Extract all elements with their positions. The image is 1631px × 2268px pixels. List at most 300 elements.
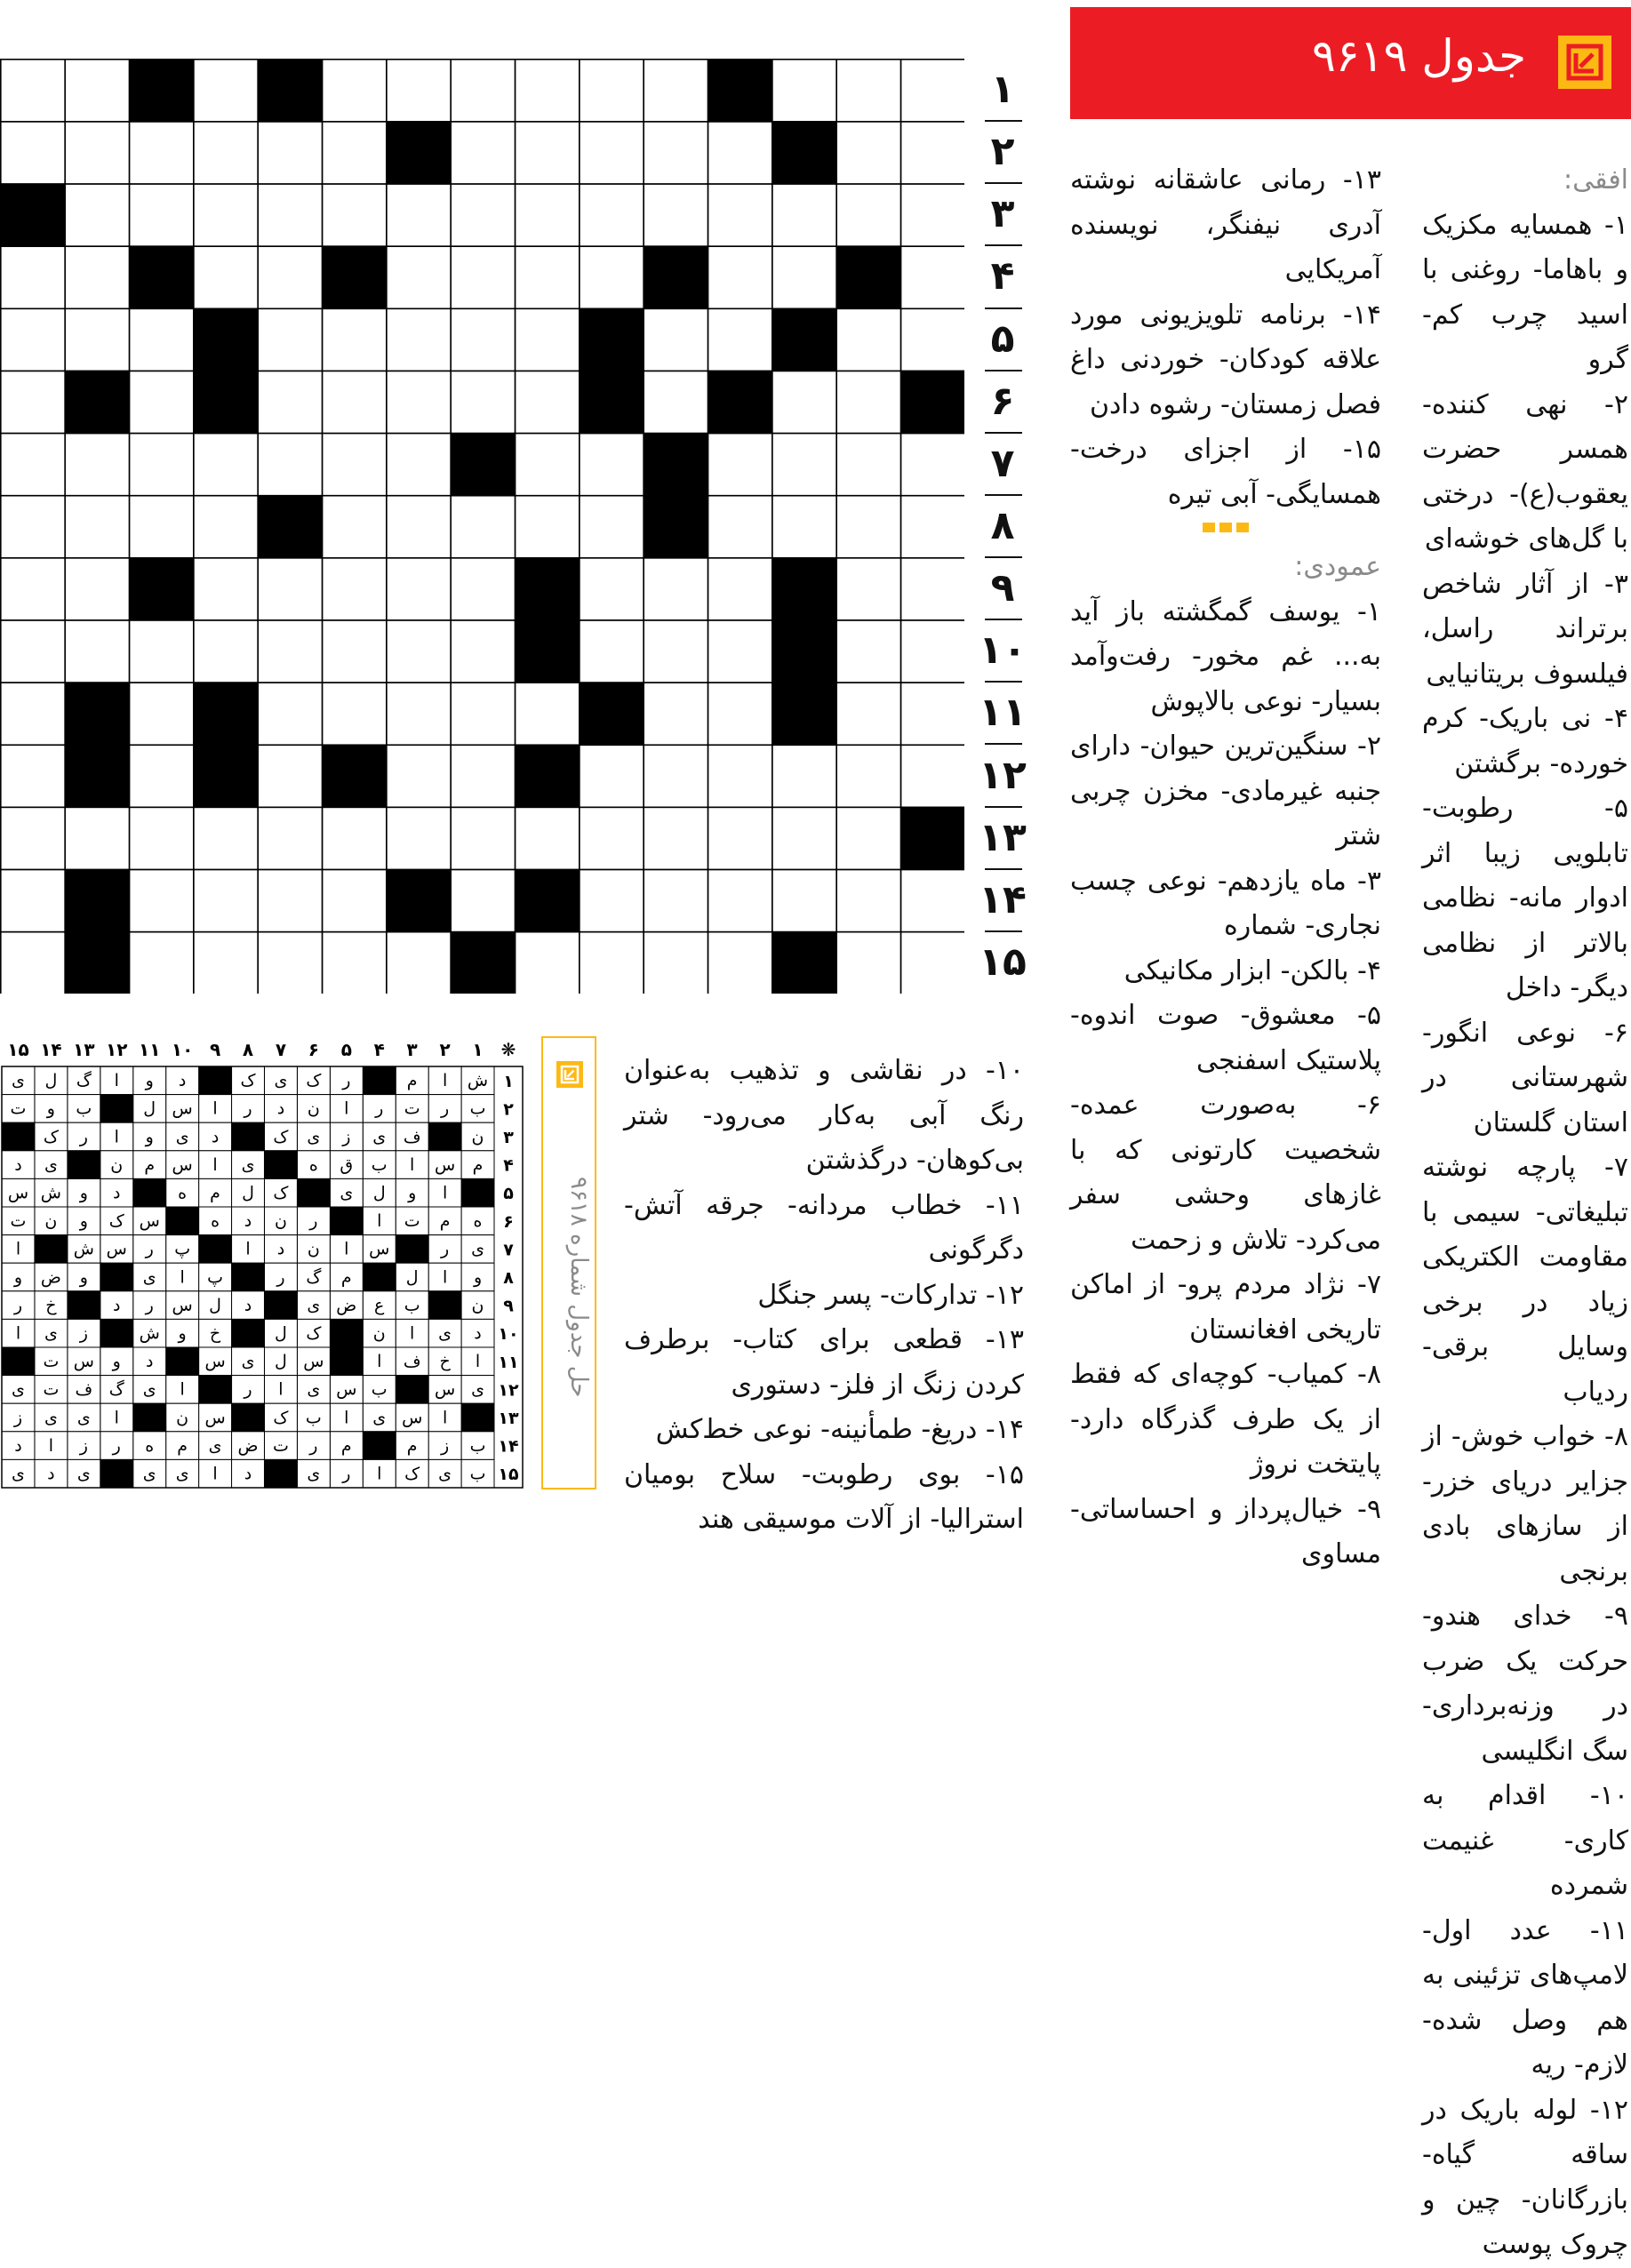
solution-cell-blocked — [2, 1347, 35, 1376]
grid-cell[interactable] — [836, 683, 900, 745]
grid-cell[interactable] — [1, 745, 65, 807]
grid-cell[interactable] — [451, 496, 515, 558]
grid-cell[interactable] — [900, 870, 964, 932]
solution-grid — [0, 1031, 524, 1489]
grid-cell[interactable] — [1, 683, 65, 745]
solution-letter: ن — [471, 1295, 484, 1315]
solution-letter: ا — [475, 1352, 481, 1372]
row-number: ۴ — [990, 253, 1015, 299]
grid-cell[interactable] — [1, 308, 65, 371]
across-clue: ۴- نی باریک- کرم خورده- برگشتن — [1422, 703, 1628, 779]
grid-cell[interactable] — [772, 496, 836, 558]
grid-cell-blocked — [900, 807, 964, 869]
grid-cell[interactable] — [322, 434, 386, 496]
grid-cell[interactable] — [772, 434, 836, 496]
grid-cell[interactable] — [451, 60, 515, 122]
grid-cell[interactable] — [836, 434, 900, 496]
grid-cell[interactable] — [258, 184, 322, 246]
solution-letter: س — [369, 1239, 390, 1259]
solution-letter: ه — [145, 1435, 155, 1456]
grid-cell[interactable] — [580, 496, 644, 558]
grid-cell[interactable] — [900, 558, 964, 620]
solution-letter: د — [47, 1464, 55, 1484]
grid-cell[interactable] — [900, 932, 964, 994]
solution-letter: د — [178, 1071, 187, 1091]
solution-cell-blocked — [428, 1291, 461, 1320]
solution-letter: ی — [307, 1295, 321, 1315]
solution-letter: ا — [245, 1239, 251, 1259]
solution-letter: و — [79, 1267, 88, 1288]
grid-cell-blocked — [451, 434, 515, 496]
solution-letter: ت — [43, 1352, 60, 1372]
grid-cell[interactable] — [1, 620, 65, 683]
grid-cell-blocked — [194, 371, 258, 433]
grid-cell[interactable] — [258, 932, 322, 994]
grid-cell[interactable] — [1, 496, 65, 558]
grid-cell[interactable] — [708, 745, 772, 807]
grid-cell[interactable] — [258, 122, 322, 184]
grid-cell-blocked — [322, 246, 386, 308]
grid-cell[interactable] — [644, 60, 708, 122]
grid-cell[interactable] — [580, 184, 644, 246]
grid-cell[interactable] — [258, 246, 322, 308]
solution-cell-blocked — [363, 1432, 396, 1460]
grid-cell[interactable] — [772, 184, 836, 246]
grid-cell-blocked — [515, 870, 579, 932]
grid-cell[interactable] — [194, 870, 258, 932]
solution-cell-blocked — [232, 1319, 265, 1347]
across-clue: ۱۱- عدد اول- لامپ‌های تزئینی به هم وصل شده- لازم- ریه — [1422, 1914, 1628, 2080]
grid-cell[interactable] — [387, 558, 451, 620]
grid-cell[interactable] — [322, 932, 386, 994]
grid-cell[interactable] — [258, 308, 322, 371]
solution-letter: پ — [207, 1267, 224, 1288]
grid-cell-blocked — [65, 745, 129, 807]
grid-cell[interactable] — [708, 434, 772, 496]
grid-cell[interactable] — [258, 371, 322, 433]
grid-cell[interactable] — [1, 246, 65, 308]
grid-cell[interactable] — [708, 184, 772, 246]
crossword-grid[interactable] — [0, 59, 964, 994]
solution-letter: ر — [309, 1435, 318, 1456]
grid-cell[interactable] — [451, 807, 515, 869]
solution-col-number: ۱۵ — [7, 1039, 29, 1060]
grid-cell[interactable] — [900, 308, 964, 371]
grid-cell[interactable] — [580, 807, 644, 869]
grid-cell[interactable] — [387, 308, 451, 371]
grid-cell[interactable] — [900, 683, 964, 745]
grid-cell[interactable] — [644, 371, 708, 433]
solution-letter: و — [473, 1267, 483, 1288]
grid-cell[interactable] — [129, 308, 193, 371]
solution-letter: س — [204, 1352, 226, 1372]
grid-cell[interactable] — [129, 371, 193, 433]
grid-cell-blocked — [322, 745, 386, 807]
grid-cell[interactable] — [644, 184, 708, 246]
row-divider — [985, 120, 1022, 122]
grid-cell[interactable] — [451, 122, 515, 184]
grid-cell[interactable] — [322, 683, 386, 745]
grid-cell[interactable] — [836, 620, 900, 683]
solution-col-number: ۸ — [242, 1039, 254, 1060]
solution-letter: ا — [278, 1379, 284, 1400]
grid-cell[interactable] — [1, 558, 65, 620]
grid-cell[interactable] — [322, 122, 386, 184]
grid-cell[interactable] — [644, 745, 708, 807]
grid-cell[interactable] — [258, 683, 322, 745]
solution-letter: ی — [44, 1408, 58, 1428]
solution-letter: ن — [274, 1211, 287, 1232]
grid-cell[interactable] — [129, 434, 193, 496]
solution-cell-blocked — [68, 1291, 100, 1320]
grid-cell[interactable] — [580, 60, 644, 122]
grid-cell[interactable] — [387, 932, 451, 994]
grid-cell[interactable] — [708, 932, 772, 994]
solution-letter: ب — [469, 1098, 486, 1119]
grid-cell[interactable] — [194, 807, 258, 869]
solution-row-number: ۹ — [503, 1296, 514, 1316]
grid-cell-blocked — [772, 558, 836, 620]
grid-cell[interactable] — [1, 371, 65, 433]
grid-cell[interactable] — [772, 807, 836, 869]
solution-row-number: ۱۲ — [498, 1380, 519, 1401]
grid-cell[interactable] — [900, 745, 964, 807]
grid-cell[interactable] — [194, 60, 258, 122]
grid-cell[interactable] — [65, 308, 129, 371]
grid-cell[interactable] — [194, 246, 258, 308]
grid-cell-blocked — [1, 184, 65, 246]
grid-cell[interactable] — [129, 870, 193, 932]
grid-cell[interactable] — [322, 184, 386, 246]
grid-cell[interactable] — [129, 122, 193, 184]
grid-cell[interactable] — [708, 870, 772, 932]
solution-letter: س — [336, 1379, 357, 1400]
solution-letter: ب — [469, 1464, 486, 1484]
grid-cell[interactable] — [194, 184, 258, 246]
solution-letter: ت — [10, 1211, 27, 1232]
grid-cell[interactable] — [387, 184, 451, 246]
grid-cell[interactable] — [451, 870, 515, 932]
grid-cell[interactable] — [451, 558, 515, 620]
grid-cell[interactable] — [836, 122, 900, 184]
grid-cell[interactable] — [322, 308, 386, 371]
grid-cell[interactable] — [258, 434, 322, 496]
solution-col-number: ۶ — [308, 1039, 319, 1060]
solution-banner — [541, 1036, 596, 1489]
grid-cell[interactable] — [65, 620, 129, 683]
grid-cell[interactable] — [772, 745, 836, 807]
grid-cell[interactable] — [1, 122, 65, 184]
solution-cell-blocked — [396, 1376, 428, 1404]
grid-cell[interactable] — [836, 308, 900, 371]
solution-letter: ا — [410, 1154, 415, 1175]
grid-cell[interactable] — [515, 371, 579, 433]
grid-cell[interactable] — [387, 371, 451, 433]
solution-row-number: ۱۴ — [498, 1436, 519, 1457]
solution-col-number: ۱۲ — [106, 1039, 128, 1060]
solution-row-number: ۱۵ — [498, 1465, 519, 1485]
solution-letter: م — [144, 1154, 156, 1175]
grid-cell[interactable] — [451, 683, 515, 745]
grid-cell[interactable] — [836, 807, 900, 869]
grid-cell[interactable] — [129, 807, 193, 869]
grid-cell[interactable] — [387, 807, 451, 869]
grid-cell[interactable] — [451, 246, 515, 308]
grid-cell[interactable] — [451, 308, 515, 371]
grid-cell[interactable] — [322, 558, 386, 620]
solution-col-number: ۱۰ — [171, 1039, 194, 1060]
solution-letter: ب — [371, 1154, 388, 1175]
grid-cell[interactable] — [836, 496, 900, 558]
grid-cell[interactable] — [900, 246, 964, 308]
grid-cell[interactable] — [644, 620, 708, 683]
grid-cell[interactable] — [322, 870, 386, 932]
grid-cell[interactable] — [580, 434, 644, 496]
grid-cell[interactable] — [65, 60, 129, 122]
solution-cell-blocked — [264, 1291, 297, 1320]
grid-cell[interactable] — [194, 558, 258, 620]
solution-letter: ی — [76, 1408, 91, 1428]
grid-cell[interactable] — [387, 60, 451, 122]
grid-cell[interactable] — [772, 870, 836, 932]
grid-cell[interactable] — [194, 932, 258, 994]
grid-cell-blocked — [708, 60, 772, 122]
grid-cell[interactable] — [580, 122, 644, 184]
grid-cell[interactable] — [129, 745, 193, 807]
grid-cell[interactable] — [515, 434, 579, 496]
grid-cell[interactable] — [194, 620, 258, 683]
grid-cell[interactable] — [129, 184, 193, 246]
across-clue: ۵- رطوبت- تابلویی زیبا اثر ادوار مانه- نظامی بالاتر از نظامی دیگر- داخل — [1422, 793, 1628, 1003]
grid-cell-blocked — [65, 870, 129, 932]
grid-cell[interactable] — [322, 371, 386, 433]
grid-cell[interactable] — [644, 683, 708, 745]
grid-cell[interactable] — [836, 371, 900, 433]
solution-letter: و — [13, 1267, 23, 1288]
grid-cell[interactable] — [644, 807, 708, 869]
grid-cell[interactable] — [644, 558, 708, 620]
grid-cell[interactable] — [451, 620, 515, 683]
grid-cell[interactable] — [644, 308, 708, 371]
down-clue: ۲- سنگین‌ترین حیوان- دارای جنبه غیرمادی- مخزن چربی شتر — [1070, 731, 1381, 851]
grid-cell[interactable] — [258, 807, 322, 869]
grid-cell[interactable] — [322, 807, 386, 869]
row-number: ۳ — [990, 191, 1015, 237]
solution-letter: س — [73, 1352, 94, 1372]
solution-col-number: ۹ — [209, 1039, 221, 1060]
grid-cell[interactable] — [129, 496, 193, 558]
row-number: ۱ — [990, 67, 1015, 113]
down-clue: ۳- ماه یازدهم- نوعی چسب نجاری- شماره — [1070, 865, 1381, 941]
grid-cell[interactable] — [580, 870, 644, 932]
grid-cell[interactable] — [580, 745, 644, 807]
grid-cell[interactable] — [580, 246, 644, 308]
grid-cell[interactable] — [65, 246, 129, 308]
grid-cell[interactable] — [708, 620, 772, 683]
grid-cell[interactable] — [65, 496, 129, 558]
across-clue: ۸- خواب خوش- از جزایر دریای خزر- از سازهای بادی برنجی — [1422, 1421, 1628, 1587]
grid-cell[interactable] — [258, 745, 322, 807]
solution-letter: س — [7, 1183, 29, 1203]
grid-cell[interactable] — [194, 496, 258, 558]
grid-cell[interactable] — [129, 932, 193, 994]
grid-cell[interactable] — [836, 558, 900, 620]
grid-cell[interactable] — [515, 807, 579, 869]
solution-letter: ن — [307, 1239, 320, 1259]
grid-cell[interactable] — [387, 620, 451, 683]
grid-cell[interactable] — [65, 184, 129, 246]
row-divider — [985, 743, 1022, 745]
grid-cell[interactable] — [322, 60, 386, 122]
solution-letter: ی — [274, 1071, 288, 1091]
solution-cell-blocked — [68, 1151, 100, 1179]
solution-letter: و — [145, 1071, 154, 1091]
grid-cell[interactable] — [258, 620, 322, 683]
solution-letter: ه — [308, 1154, 318, 1175]
solution-letter: ر — [145, 1239, 154, 1259]
grid-cell[interactable] — [515, 246, 579, 308]
grid-cell[interactable] — [515, 122, 579, 184]
solution-cell-blocked — [100, 1263, 133, 1291]
grid-cell[interactable] — [129, 683, 193, 745]
grid-cell[interactable] — [451, 371, 515, 433]
grid-cell[interactable] — [387, 745, 451, 807]
grid-cell[interactable] — [65, 807, 129, 869]
grid-cell[interactable] — [129, 620, 193, 683]
row-divider — [985, 681, 1022, 683]
grid-cell[interactable] — [708, 308, 772, 371]
solution-cell-blocked — [100, 1319, 133, 1347]
grid-cell[interactable] — [1, 60, 65, 122]
across-clue: ۳- از آثار شاخص برتراند راسل، فیلسوف بریتانیایی — [1422, 568, 1628, 690]
solution-letter: س — [402, 1408, 423, 1428]
grid-cell[interactable] — [772, 246, 836, 308]
grid-cell[interactable] — [708, 683, 772, 745]
grid-cell[interactable] — [708, 122, 772, 184]
down-heading: عمودی: — [1294, 551, 1381, 582]
grid-cell[interactable] — [644, 122, 708, 184]
grid-cell[interactable] — [836, 184, 900, 246]
grid-cell[interactable] — [900, 60, 964, 122]
solution-letter: ب — [404, 1295, 420, 1315]
grid-cell[interactable] — [644, 870, 708, 932]
down-clue: ۱۲- تدارکات- پسر جنگل — [757, 1279, 1024, 1311]
solution-letter: ر — [145, 1295, 154, 1315]
solution-letter: ل — [143, 1098, 156, 1119]
solution-letter: ا — [180, 1379, 185, 1400]
grid-cell[interactable] — [258, 558, 322, 620]
grid-cell-blocked — [129, 246, 193, 308]
grid-cell[interactable] — [580, 932, 644, 994]
puzzle-title: جدول ۹۶۱۹ — [1312, 30, 1526, 82]
solution-letter: ر — [112, 1435, 121, 1456]
solution-letter: ی — [372, 1127, 387, 1147]
solution-letter: ض — [40, 1267, 61, 1288]
grid-cell[interactable] — [515, 496, 579, 558]
solution-cell-blocked — [330, 1319, 363, 1347]
grid-cell[interactable] — [515, 932, 579, 994]
grid-cell[interactable] — [515, 308, 579, 371]
solution-letter: ر — [309, 1211, 318, 1232]
grid-cell[interactable] — [387, 434, 451, 496]
solution-letter: ی — [372, 1408, 387, 1428]
grid-cell[interactable] — [1, 870, 65, 932]
grid-cell[interactable] — [580, 558, 644, 620]
solution-cell-blocked — [35, 1235, 68, 1264]
solution-cell-blocked — [396, 1235, 428, 1264]
solution-cell-blocked — [461, 1403, 494, 1432]
solution-letter: ت — [43, 1379, 60, 1400]
grid-cell[interactable] — [65, 122, 129, 184]
grid-cell[interactable] — [322, 496, 386, 558]
grid-cell[interactable] — [836, 870, 900, 932]
grid-cell[interactable] — [1, 434, 65, 496]
grid-cell[interactable] — [515, 60, 579, 122]
grid-cell-blocked — [772, 932, 836, 994]
grid-cell-blocked — [644, 246, 708, 308]
solution-row-number: ۱۳ — [498, 1408, 519, 1428]
grid-cell[interactable] — [65, 434, 129, 496]
solution-cell-blocked — [166, 1207, 199, 1235]
grid-cell[interactable] — [708, 807, 772, 869]
grid-cell[interactable] — [900, 434, 964, 496]
grid-cell[interactable] — [708, 496, 772, 558]
grid-cell[interactable] — [836, 60, 900, 122]
clue-column-1 — [1422, 158, 1628, 2268]
grid-cell[interactable] — [451, 745, 515, 807]
grid-cell[interactable] — [451, 184, 515, 246]
solution-letter: ا — [48, 1435, 54, 1456]
grid-cell[interactable] — [387, 683, 451, 745]
grid-cell[interactable] — [65, 558, 129, 620]
grid-cell[interactable] — [258, 870, 322, 932]
solution-letter: ی — [12, 1071, 25, 1091]
grid-cell[interactable] — [836, 745, 900, 807]
grid-cell[interactable] — [772, 371, 836, 433]
grid-cell[interactable] — [900, 184, 964, 246]
solution-letter: ی — [307, 1127, 321, 1147]
grid-cell[interactable] — [708, 246, 772, 308]
grid-cell[interactable] — [900, 620, 964, 683]
grid-cell[interactable] — [644, 932, 708, 994]
grid-cell[interactable] — [387, 246, 451, 308]
grid-cell[interactable] — [194, 434, 258, 496]
grid-cell[interactable] — [900, 122, 964, 184]
solution-letter: ی — [241, 1154, 255, 1175]
grid-cell[interactable] — [1, 807, 65, 869]
solution-letter: ی — [76, 1464, 91, 1484]
solution-cell-blocked — [330, 1347, 363, 1376]
across-clue: ۷- پارچه نوشته تبلیغاتی- سیمی با مقاومت الکتریکی زیاد در برخی وسایل برقی- ردیاب — [1422, 1152, 1628, 1408]
grid-cell-blocked — [772, 122, 836, 184]
grid-cell[interactable] — [515, 184, 579, 246]
grid-cell[interactable] — [708, 558, 772, 620]
solution-letter: ن — [372, 1323, 386, 1344]
grid-cell[interactable] — [194, 122, 258, 184]
grid-cell[interactable] — [515, 683, 579, 745]
solution-letter: ل — [405, 1267, 419, 1288]
solution-cell-blocked — [2, 1122, 35, 1151]
grid-cell[interactable] — [387, 496, 451, 558]
grid-cell[interactable] — [1, 932, 65, 994]
solution-letter: س — [434, 1154, 456, 1175]
grid-cell[interactable] — [580, 620, 644, 683]
grid-cell[interactable] — [836, 932, 900, 994]
grid-cell[interactable] — [772, 60, 836, 122]
grid-cell[interactable] — [900, 496, 964, 558]
grid-cell[interactable] — [322, 620, 386, 683]
solution-corner-symbol: ❋ — [500, 1039, 516, 1060]
